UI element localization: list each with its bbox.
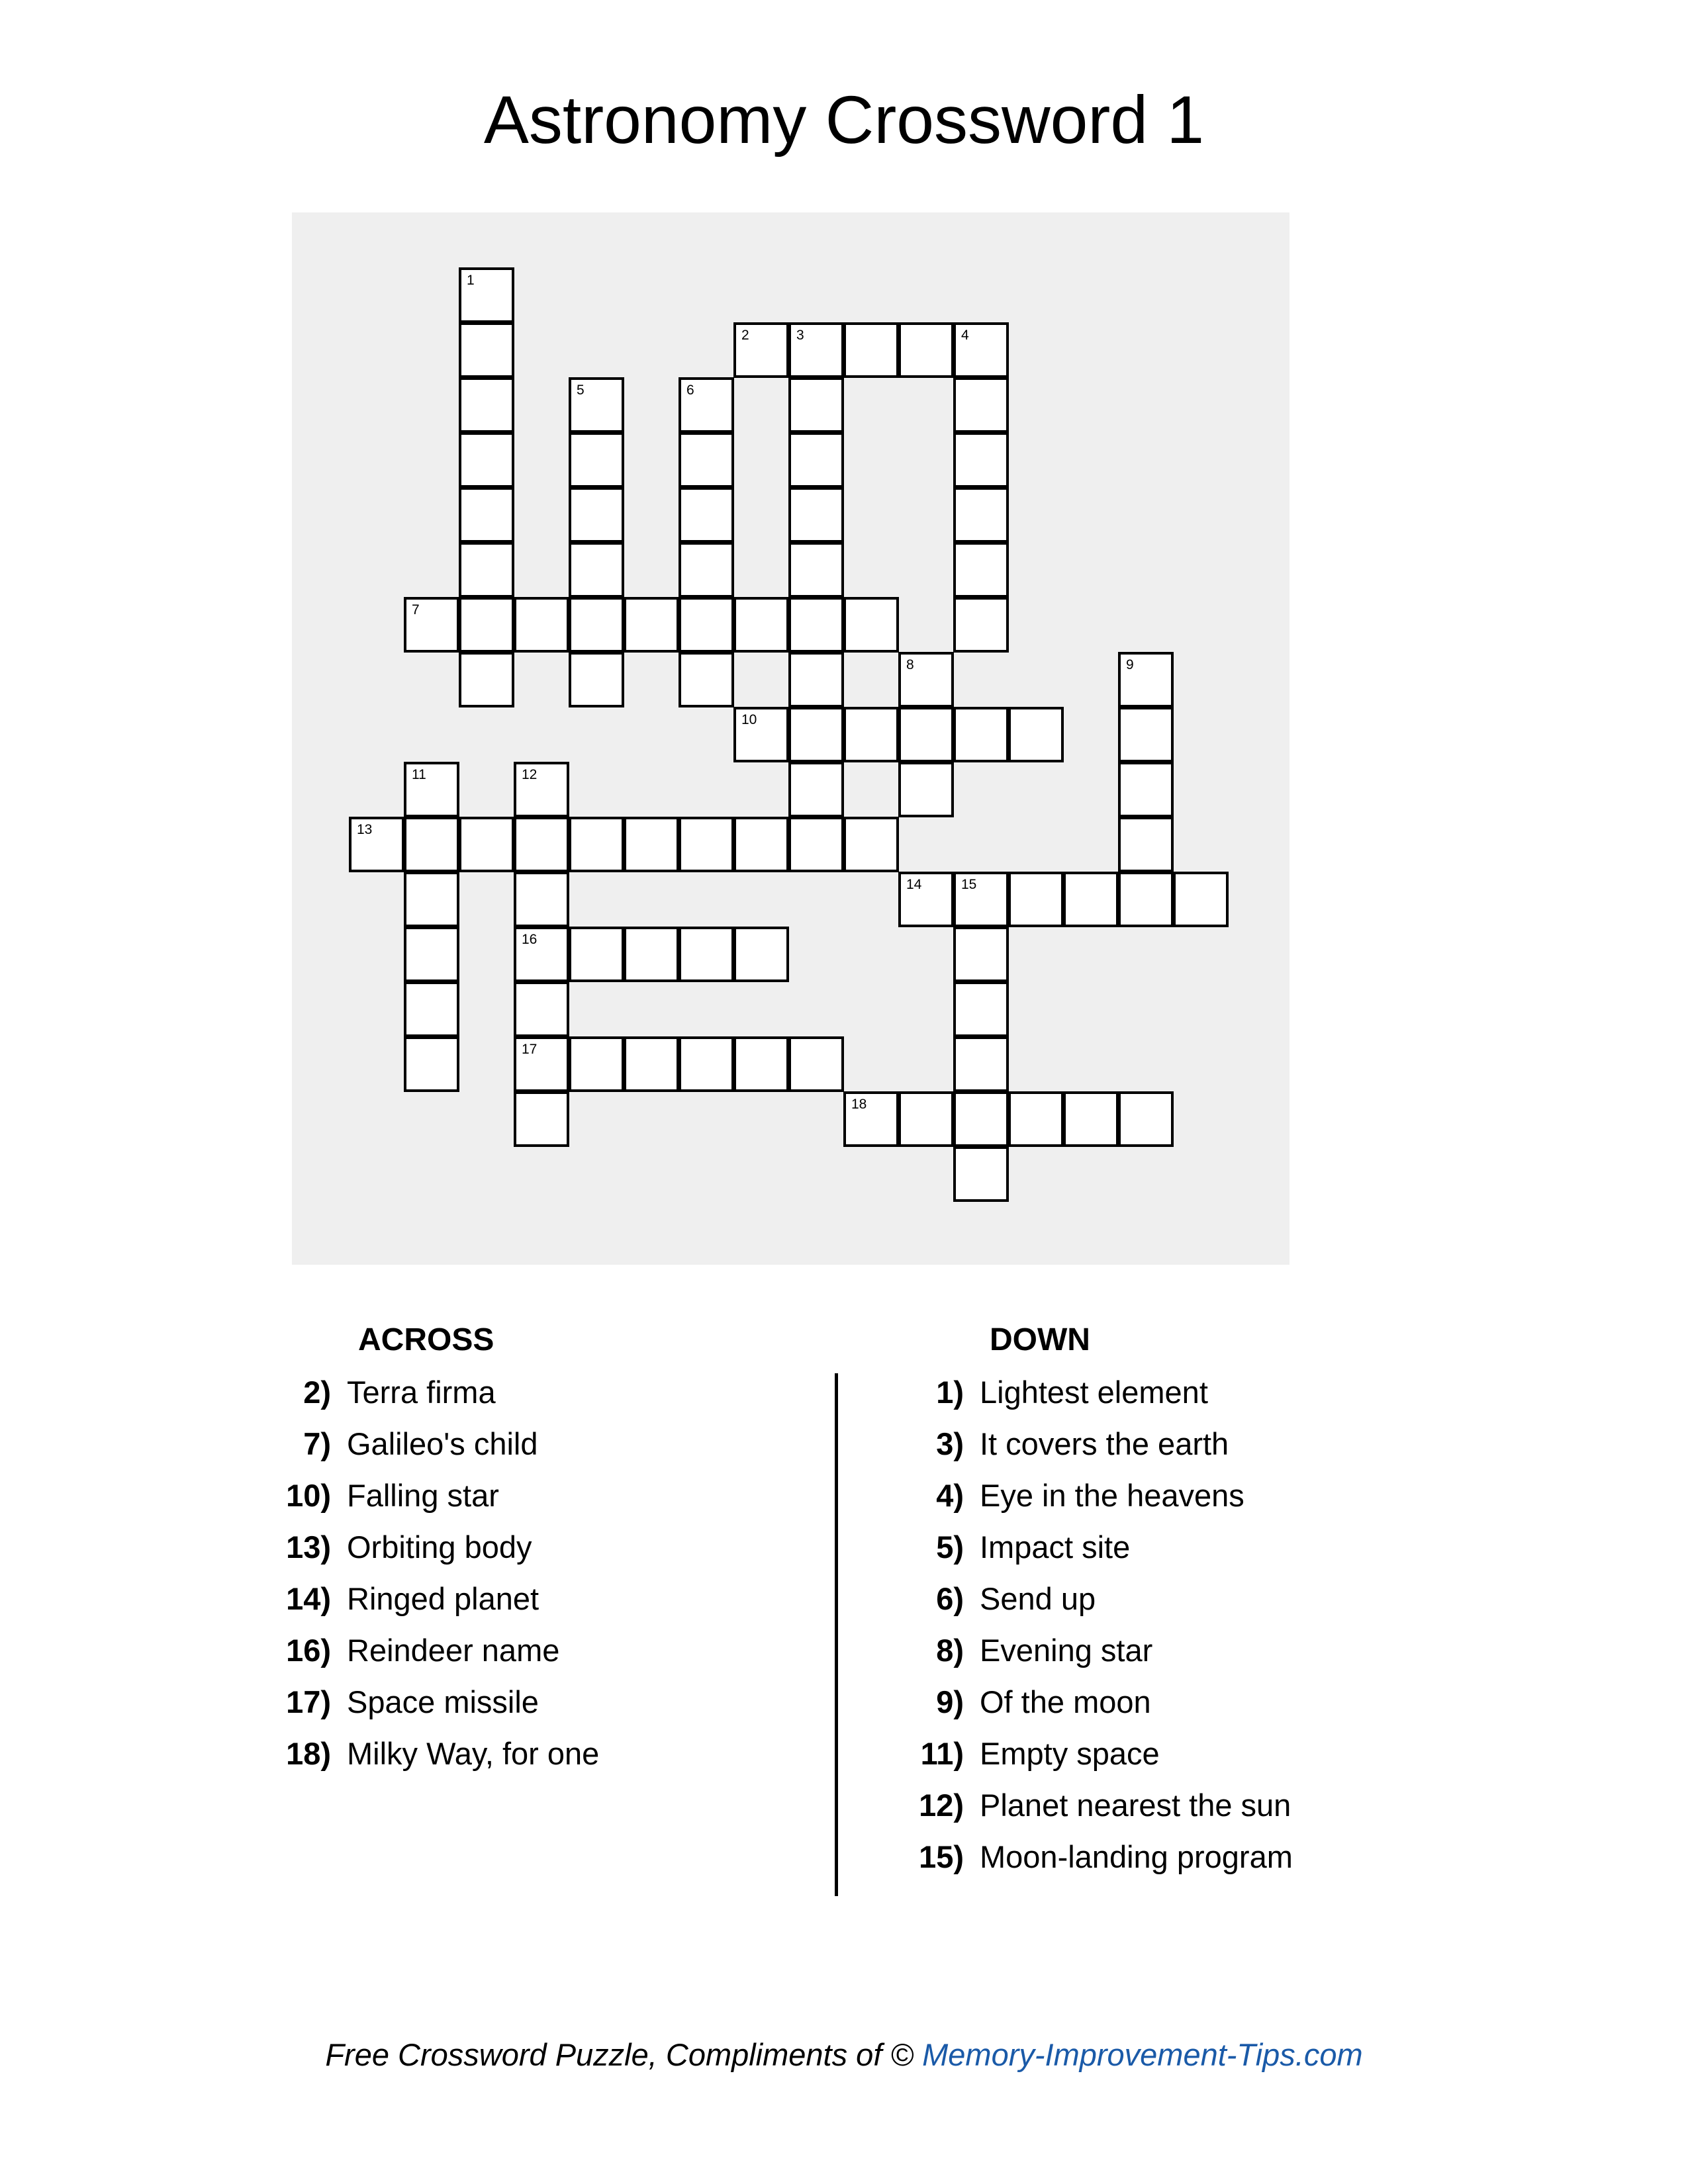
clue-number: 6 [686,383,694,398]
grid-cell[interactable] [788,542,844,598]
across-clue [303,1375,496,1410]
clue-number: 13 [357,822,373,837]
grid-cell[interactable] [788,487,844,543]
grid-cell[interactable] [953,377,1009,433]
clue-number: 14 [906,877,922,892]
grid-cell[interactable] [404,597,459,653]
clue-number: 2 [741,328,749,343]
clue-text: Lightest element [980,1375,1208,1410]
grid-cell[interactable] [1118,762,1174,817]
down-clue [936,1426,1229,1461]
grid-cell[interactable] [843,1091,899,1147]
grid-cell[interactable] [898,762,954,817]
grid-cell[interactable] [733,927,789,982]
grid-cell[interactable] [733,1036,789,1092]
clue-number: 18 [851,1097,867,1112]
grid-cell[interactable] [569,542,624,598]
grid-cell[interactable] [953,927,1009,982]
grid-cell[interactable] [953,872,1009,927]
grid-cell[interactable] [624,817,679,872]
grid-cell[interactable] [404,981,459,1037]
across-heading: ACROSS [358,1322,494,1357]
grid-cell[interactable] [1118,817,1174,872]
clue-text: Falling star [347,1478,499,1513]
grid-cell[interactable] [788,377,844,433]
down-clue [936,1529,1131,1565]
clue-number-label: 9) [936,1684,964,1719]
down-clue [919,1839,1293,1874]
grid-cell[interactable] [459,542,514,598]
down-clue [920,1736,1160,1771]
grid-cell[interactable] [733,597,789,653]
grid-cell[interactable] [514,981,569,1037]
grid-cell[interactable] [514,872,569,927]
grid-cell[interactable] [679,597,734,653]
clue-number-label: 15) [919,1839,964,1874]
grid-cell[interactable] [569,927,624,982]
grid-cell[interactable] [788,322,844,378]
grid-cell[interactable] [898,322,954,378]
grid-cell[interactable] [898,652,954,707]
clue-number: 15 [961,877,977,892]
grid-cell[interactable] [569,377,624,433]
clue-number: 9 [1126,657,1134,672]
clue-number-label: 8) [936,1633,964,1668]
grid-cell[interactable] [898,872,954,927]
clue-text: Space missile [347,1684,539,1719]
grid-cell[interactable] [404,1036,459,1092]
clue-number: 16 [522,932,538,947]
grid-cell[interactable] [679,1036,734,1092]
clue-text: Galileo's child [347,1426,538,1461]
down-clue [936,1684,1151,1719]
clue-number-label: 17) [286,1684,331,1719]
down-clue [936,1375,1208,1410]
grid-cell[interactable] [843,597,899,653]
grid-cell[interactable] [1173,872,1229,927]
clue-number-label: 11) [920,1736,964,1771]
grid-cell[interactable] [459,652,514,707]
clue-text: Send up [980,1581,1096,1616]
across-clue [286,1736,600,1771]
footer-credit [0,2039,1688,2070]
clue-text: Terra firma [347,1375,496,1410]
grid-cell[interactable] [514,1091,569,1147]
grid-cell[interactable] [733,322,789,378]
grid-cell[interactable] [788,432,844,488]
across-clue [286,1633,560,1668]
grid-cell[interactable] [953,542,1009,598]
clue-text: Empty space [980,1736,1160,1771]
grid-cell[interactable] [514,817,569,872]
grid-cell[interactable] [459,597,514,653]
clue-text: Milky Way, for one [347,1736,600,1771]
clue-text: Ringed planet [347,1581,539,1616]
clue-text: Of the moon [980,1684,1151,1719]
down-clue [936,1478,1244,1513]
grid-cell[interactable] [569,597,624,653]
clue-number-label: 10) [286,1478,331,1513]
grid-cell[interactable] [569,817,624,872]
crossword-grid [292,212,1289,1265]
grid-cell[interactable] [679,542,734,598]
clue-number: 8 [906,657,914,672]
clue-text: Planet nearest the sun [980,1788,1291,1823]
grid-cell[interactable] [349,817,404,872]
grid-cell[interactable] [624,597,679,653]
grid-cell[interactable] [953,1036,1009,1092]
grid-cell[interactable] [679,817,734,872]
grid-cell[interactable] [788,652,844,707]
clue-number-label: 3) [936,1426,964,1461]
grid-cell[interactable] [459,817,514,872]
clue-number: 11 [412,767,426,782]
grid-cell[interactable] [1008,872,1064,927]
grid-cell[interactable] [679,377,734,433]
clue-number: 1 [467,273,475,288]
grid-cell[interactable] [459,377,514,433]
grid-cell[interactable] [514,927,569,982]
grid-cell[interactable] [733,817,789,872]
grid-cell[interactable] [1063,872,1119,927]
grid-cell[interactable] [1118,707,1174,762]
grid-cell[interactable] [788,1036,844,1092]
clue-number: 7 [412,602,420,617]
grid-cell[interactable] [843,707,899,762]
clue-text: Reindeer name [347,1633,560,1668]
clue-number-label: 14) [286,1581,331,1616]
grid-cell[interactable] [404,872,459,927]
grid-cell[interactable] [514,1036,569,1092]
grid-cell[interactable] [624,927,679,982]
grid-cell[interactable] [733,707,789,762]
grid-cell[interactable] [898,1091,954,1147]
grid-cell[interactable] [898,707,954,762]
grid-cell[interactable] [459,267,514,323]
clue-text: Moon-landing program [980,1839,1293,1874]
grid-cell[interactable] [953,707,1009,762]
grid-cell[interactable] [788,597,844,653]
grid-cell[interactable] [404,817,459,872]
across-clue [286,1684,539,1719]
grid-cell[interactable] [514,762,569,817]
column-divider [835,1373,838,1896]
grid-cell[interactable] [1118,652,1174,707]
grid-cell[interactable] [1008,707,1064,762]
grid-cell[interactable] [679,652,734,707]
grid-cell[interactable] [679,432,734,488]
across-clue [286,1478,499,1513]
clue-number: 3 [796,328,804,343]
grid-cell[interactable] [788,707,844,762]
grid-cell[interactable] [953,1146,1009,1202]
grid-cell[interactable] [679,487,734,543]
across-clue [286,1529,532,1565]
grid-cell[interactable] [843,322,899,378]
down-clue [936,1633,1153,1668]
clue-number-label: 1) [936,1375,964,1410]
clue-text: It covers the earth [980,1426,1229,1461]
grid-cell[interactable] [1118,872,1174,927]
grid-cell[interactable] [569,487,624,543]
grid-cell[interactable] [569,1036,624,1092]
grid-cell[interactable] [459,487,514,543]
clue-text: Impact site [980,1529,1131,1565]
across-clue [286,1581,539,1616]
clue-number: 5 [577,383,585,398]
clue-number-label: 13) [286,1529,331,1565]
grid-cell[interactable] [404,762,459,817]
clue-number-label: 2) [303,1375,331,1410]
grid-cell[interactable] [404,927,459,982]
grid-cell[interactable] [788,762,844,817]
clue-number-label: 16) [286,1633,331,1668]
grid-cell[interactable] [953,487,1009,543]
clue-text: Orbiting body [347,1529,532,1565]
grid-cell[interactable] [953,981,1009,1037]
clue-number-label: 6) [936,1581,964,1616]
grid-cell[interactable] [1008,1091,1064,1147]
across-clue [303,1426,538,1461]
down-heading: DOWN [990,1322,1090,1357]
clue-number: 4 [961,328,969,343]
footer-text: Free Crossword Puzzle, Compliments of © [325,2037,923,2072]
footer-link[interactable]: Memory-Improvement-Tips.com [922,2037,1363,2072]
grid-cell[interactable] [459,322,514,378]
grid-cell[interactable] [953,432,1009,488]
clue-number-label: 7) [303,1426,331,1461]
grid-cell[interactable] [624,1036,679,1092]
clue-text: Eye in the heavens [980,1478,1244,1513]
clue-number: 10 [741,712,757,727]
clue-number-label: 12) [919,1788,964,1823]
clue-number-label: 18) [286,1736,331,1771]
clue-number: 12 [522,767,538,782]
down-clue [936,1581,1096,1616]
down-clue [919,1788,1291,1823]
grid-cell[interactable] [788,817,844,872]
grid-cell[interactable] [459,432,514,488]
clue-number-label: 5) [936,1529,964,1565]
grid-cell[interactable] [569,652,624,707]
clue-number-label: 4) [936,1478,964,1513]
grid-cell[interactable] [953,1091,1009,1147]
clue-text: Evening star [980,1633,1153,1668]
grid-cell[interactable] [1063,1091,1119,1147]
grid-cell[interactable] [843,817,899,872]
clue-number: 17 [522,1042,538,1057]
grid-cell[interactable] [953,597,1009,653]
page-title: Astronomy Crossword 1 [483,82,1205,158]
grid-cell[interactable] [953,322,1009,378]
grid-cell[interactable] [679,927,734,982]
grid-cell[interactable] [1118,1091,1174,1147]
grid-cell[interactable] [569,432,624,488]
grid-cell[interactable] [514,597,569,653]
